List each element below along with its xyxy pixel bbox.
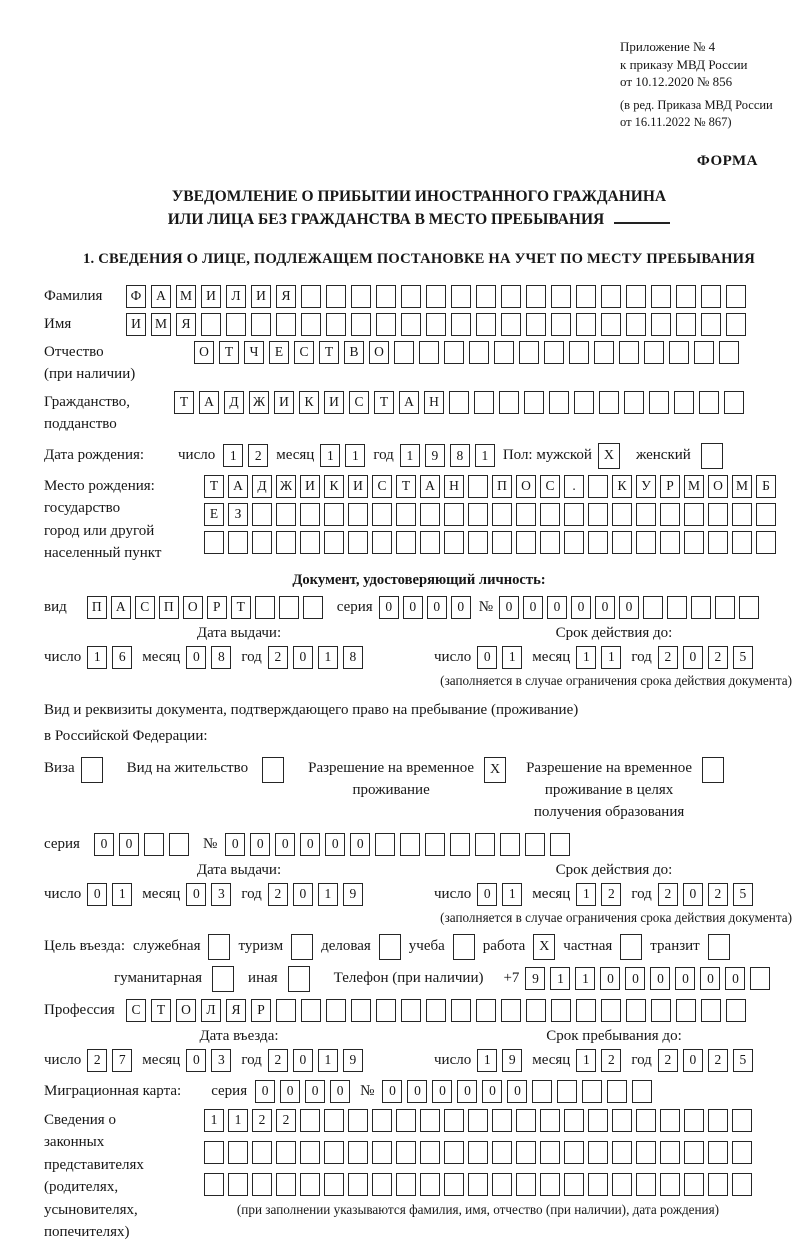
restriction-note: (заполняется в случае ограничения срока действия документа) — [440, 909, 792, 925]
order-reference-line: к приказу МВД России — [620, 56, 748, 72]
representatives-boxes-2[interactable] — [204, 1141, 752, 1164]
representatives-label-4: (родителях, — [44, 1179, 119, 1195]
visa-checkbox[interactable] — [81, 757, 103, 783]
birth-place-boxes-3[interactable] — [204, 531, 776, 554]
gender-male-label: Пол: мужской — [502, 447, 592, 463]
birth-place-city-label1: город или другой — [44, 522, 155, 539]
doc-type-label: вид — [44, 598, 67, 615]
option-temporary-residence-education — [526, 757, 724, 823]
entry-dates — [44, 1049, 794, 1072]
month-label: месяц — [142, 1051, 181, 1068]
form-title-line1: УВЕДОМЛЕНИЕ О ПРИБЫТИИ ИНОСТРАННОГО ГРАЖДАНИНА — [171, 187, 667, 205]
valid-day-boxes[interactable]: 0 1 — [477, 646, 522, 669]
citizenship-row — [44, 391, 794, 436]
day-label: число — [44, 885, 82, 902]
restriction-note: (заполняется в случае ограничения срока действия документа) — [440, 672, 792, 688]
residence-valid-day-boxes[interactable]: 0 1 — [477, 883, 522, 906]
identity-doc-heading: Документ, удостоверяющий личность: — [292, 571, 546, 588]
given-name-boxes[interactable]: И М Я — [126, 313, 746, 336]
profession-row — [44, 999, 794, 1022]
surname-label: Фамилия — [44, 287, 103, 304]
day-label: число — [178, 447, 216, 463]
issue-day-boxes[interactable]: 1 6 — [87, 646, 132, 669]
residence-issue-year-boxes[interactable]: 2 0 1 9 — [268, 883, 363, 906]
residence-doc-intro1: Вид и реквизиты документа, подтверждающего право на пребывание (проживание) — [44, 701, 579, 718]
birth-place-block — [44, 475, 794, 565]
valid-until-label: Срок действия до: — [555, 624, 673, 641]
representatives-label-3: представителях — [44, 1156, 144, 1173]
issue-date-label: Дата выдачи: — [196, 861, 282, 878]
purpose-official-label: служебная — [132, 938, 201, 954]
birth-place-state-label: государство — [44, 500, 121, 516]
entry-year-boxes[interactable]: 2 0 1 9 — [268, 1049, 363, 1072]
representatives-label-1: Сведения о — [44, 1111, 116, 1128]
given-name-label: Имя — [44, 315, 72, 332]
gender-male-checkbox[interactable]: X — [598, 443, 620, 469]
year-label: год — [241, 1051, 262, 1068]
entry-day-boxes[interactable]: 2 7 — [87, 1049, 132, 1072]
representatives-row2 — [204, 1141, 752, 1164]
identity-doc-row — [44, 596, 794, 619]
stay-month-boxes[interactable]: 1 2 — [576, 1049, 621, 1072]
month-label: месяц — [142, 885, 181, 902]
temp-residence-edu-label3: получения образования — [533, 803, 685, 820]
form-label: ФОРМА — [696, 152, 758, 169]
temp-residence-edu-label2: проживание в целях — [544, 781, 674, 798]
entry-month-boxes[interactable]: 0 3 — [186, 1049, 231, 1072]
citizenship-label: Гражданство, — [44, 393, 131, 410]
birth-date-row — [44, 443, 794, 469]
purpose-business-label: деловая — [321, 938, 371, 954]
purpose-other-label: иная — [248, 970, 278, 986]
residence-doc-options — [44, 757, 794, 823]
purpose-private-label: частная — [563, 938, 613, 954]
form-title — [44, 185, 794, 231]
day-label: число — [434, 885, 472, 902]
residence-valid-year-boxes[interactable]: 2 0 2 5 — [658, 883, 753, 906]
doc-type-boxes[interactable]: П А С П О Р Т — [87, 596, 323, 619]
doc-series-boxes[interactable]: 0 0 0 0 — [379, 596, 471, 619]
representatives-label-5: усыновителях, — [44, 1201, 138, 1218]
entry-purpose-row — [44, 934, 794, 960]
month-label: месяц — [276, 447, 315, 463]
migration-series-boxes[interactable]: 0 0 0 0 — [255, 1080, 350, 1103]
representatives-label-2: законных — [44, 1134, 105, 1150]
representatives-boxes-3[interactable] — [204, 1173, 752, 1196]
legal-reference-block — [620, 38, 794, 131]
temporary-residence-education-checkbox[interactable] — [702, 757, 724, 783]
surname-boxes[interactable]: Ф А М И Л И Я — [126, 285, 746, 308]
purpose-business-checkbox[interactable] — [379, 934, 401, 960]
patronymic-label-note: (при наличии) — [44, 366, 136, 382]
migration-number-boxes[interactable]: 0 0 0 0 0 0 — [382, 1080, 652, 1103]
valid-until-label: Срок действия до: — [555, 861, 673, 878]
amendment-line2: от 16.11.2022 № 867) — [620, 114, 732, 129]
year-label: год — [631, 885, 652, 902]
phone-boxes[interactable]: 9 1 1 0 0 0 0 0 0 — [525, 967, 770, 990]
profession-boxes[interactable]: С Т О Л Я Р — [126, 999, 746, 1022]
option-temporary-residence — [308, 757, 506, 801]
given-name-row — [44, 313, 794, 336]
representatives-label-6: попечителях) — [44, 1224, 130, 1240]
patronymic-label: Отчество — [44, 343, 104, 360]
residence-issue-day-boxes[interactable]: 0 1 — [87, 883, 132, 906]
year-label: год — [241, 648, 262, 665]
purpose-tourism-label: туризм — [238, 938, 284, 954]
residence-doc-intro2: в Российской Федерации: — [44, 727, 208, 744]
phone-prefix: +7 — [503, 970, 520, 986]
surname-row — [44, 285, 794, 308]
doc-number-label: № — [478, 598, 493, 615]
option-visa — [44, 757, 103, 783]
birth-place-label: Место рождения: — [44, 477, 155, 494]
residence-doc-series-row — [44, 833, 794, 856]
entry-purpose-row2 — [114, 966, 794, 992]
purpose-study-checkbox[interactable] — [453, 934, 475, 960]
purpose-tourism-checkbox[interactable] — [291, 934, 313, 960]
day-label: число — [434, 648, 472, 665]
purpose-official-checkbox[interactable] — [208, 934, 230, 960]
birth-year-boxes[interactable]: 1 9 8 1 — [400, 444, 495, 467]
citizenship-label2: подданство — [44, 416, 117, 432]
month-label: месяц — [142, 648, 181, 665]
issue-date-label: Дата выдачи: — [196, 624, 282, 641]
issue-year-boxes[interactable]: 2 0 1 8 — [268, 646, 363, 669]
visa-label: Виза — [44, 759, 75, 776]
amendment-line1: (в ред. Приказа МВД России — [620, 97, 773, 112]
gender-female-label: женский — [635, 447, 691, 463]
birth-day-boxes[interactable]: 1 2 — [223, 444, 268, 467]
doc-number-boxes[interactable]: 0 0 0 0 0 0 — [499, 596, 759, 619]
valid-year-boxes[interactable]: 2 0 2 5 — [658, 646, 753, 669]
year-label: год — [241, 885, 262, 902]
stay-until-label: Срок пребывания до: — [546, 1027, 682, 1044]
birth-month-boxes[interactable]: 1 1 — [320, 444, 365, 467]
purpose-humanitarian-checkbox[interactable] — [212, 966, 234, 992]
valid-month-boxes[interactable]: 1 1 — [576, 646, 621, 669]
day-label: число — [434, 1051, 472, 1068]
purpose-other-checkbox[interactable] — [288, 966, 310, 992]
birth-place-row2 — [204, 503, 776, 526]
section1-heading: 1. СВЕДЕНИЯ О ЛИЦЕ, ПОДЛЕЖАЩЕМ ПОСТАНОВКЕ НА УЧЕТ ПО МЕСТУ ПРЕБЫВАНИЯ — [83, 250, 755, 267]
patronymic-boxes[interactable]: О Т Ч Е С Т В О — [194, 341, 739, 364]
form-title-line2: ИЛИ ЛИЦА БЕЗ ГРАЖДАНСТВА В МЕСТО ПРЕБЫВАНИЯ — [167, 210, 605, 228]
birth-place-row3 — [204, 531, 776, 554]
purpose-transit-checkbox[interactable] — [708, 934, 730, 960]
migration-card-row — [44, 1080, 794, 1103]
title-blank-underline — [614, 222, 670, 224]
birth-date-label: Дата рождения: — [44, 447, 145, 463]
temp-residence-label2: проживание — [352, 781, 430, 798]
temp-residence-label1: Разрешение на временное — [308, 759, 475, 776]
purpose-work-checkbox[interactable]: X — [533, 934, 555, 960]
residence-doc-dates — [44, 883, 794, 906]
doc-number-label: № — [360, 1082, 375, 1099]
representatives-boxes-1[interactable]: 1 1 2 2 — [204, 1109, 752, 1132]
issue-month-boxes[interactable]: 0 8 — [186, 646, 231, 669]
temp-residence-edu-label1: Разрешение на временное — [526, 759, 693, 776]
stay-day-boxes[interactable]: 1 9 — [477, 1049, 522, 1072]
phone-label: Телефон (при наличии) — [333, 970, 484, 986]
purpose-humanitarian-label: гуманитарная — [114, 970, 203, 986]
day-label: число — [44, 1051, 82, 1068]
day-label: число — [44, 648, 82, 665]
temporary-residence-checkbox[interactable]: X — [484, 757, 506, 783]
identity-doc-dates — [44, 646, 794, 669]
year-label: год — [373, 447, 394, 463]
residence-permit-label: Вид на жительство — [126, 759, 249, 776]
purpose-private-checkbox[interactable] — [620, 934, 642, 960]
gender-female-checkbox[interactable] — [701, 443, 723, 469]
doc-number-label: № — [202, 835, 218, 852]
purpose-work-label: работа — [482, 938, 526, 954]
residence-series-boxes[interactable]: 0 0 — [94, 833, 189, 856]
month-label: месяц — [532, 885, 571, 902]
doc-series-label: серия — [44, 835, 80, 852]
appendix-number: Приложение № 4 — [620, 39, 716, 54]
residence-issue-month-boxes[interactable]: 0 3 — [186, 883, 231, 906]
purpose-study-label: учеба — [408, 938, 445, 954]
month-label: месяц — [532, 648, 571, 665]
residence-valid-month-boxes[interactable]: 1 2 — [576, 883, 621, 906]
patronymic-row — [44, 341, 794, 386]
year-label: год — [631, 648, 652, 665]
birth-place-boxes-2[interactable]: Е З — [204, 503, 776, 526]
migration-card-label: Миграционная карта: — [44, 1082, 182, 1099]
purpose-transit-label: транзит — [650, 938, 700, 954]
representatives-block — [44, 1109, 794, 1244]
profession-label: Профессия — [44, 1001, 115, 1018]
entry-purpose-label: Цель въезда: — [44, 938, 125, 954]
entry-date-label: Дата въезда: — [199, 1027, 279, 1044]
month-label: месяц — [532, 1051, 571, 1068]
stay-year-boxes[interactable]: 2 0 2 5 — [658, 1049, 753, 1072]
birth-place-city-label2: населенный пункт — [44, 545, 162, 561]
residence-number-boxes[interactable]: 0 0 0 0 0 0 — [225, 833, 570, 856]
birth-place-row1 — [204, 475, 776, 498]
residence-permit-checkbox[interactable] — [262, 757, 284, 783]
citizenship-boxes[interactable]: Т А Д Ж И К И С Т А Н — [174, 391, 744, 414]
representatives-row1 — [204, 1109, 752, 1132]
year-label: год — [631, 1051, 652, 1068]
birth-place-boxes-1[interactable]: Т А Д Ж И К И С Т А Н П О С . К У Р М О М Б — [204, 475, 776, 498]
representatives-row3 — [204, 1173, 752, 1196]
option-residence-permit — [127, 757, 284, 783]
order-date-line: от 10.12.2020 № 856 — [620, 74, 733, 89]
doc-series-label: серия — [336, 598, 373, 615]
doc-series-label: серия — [211, 1082, 248, 1099]
representatives-note: (при заполнении указываются фамилия, имя, отчество (при наличии), дата рождения) — [236, 1201, 720, 1217]
